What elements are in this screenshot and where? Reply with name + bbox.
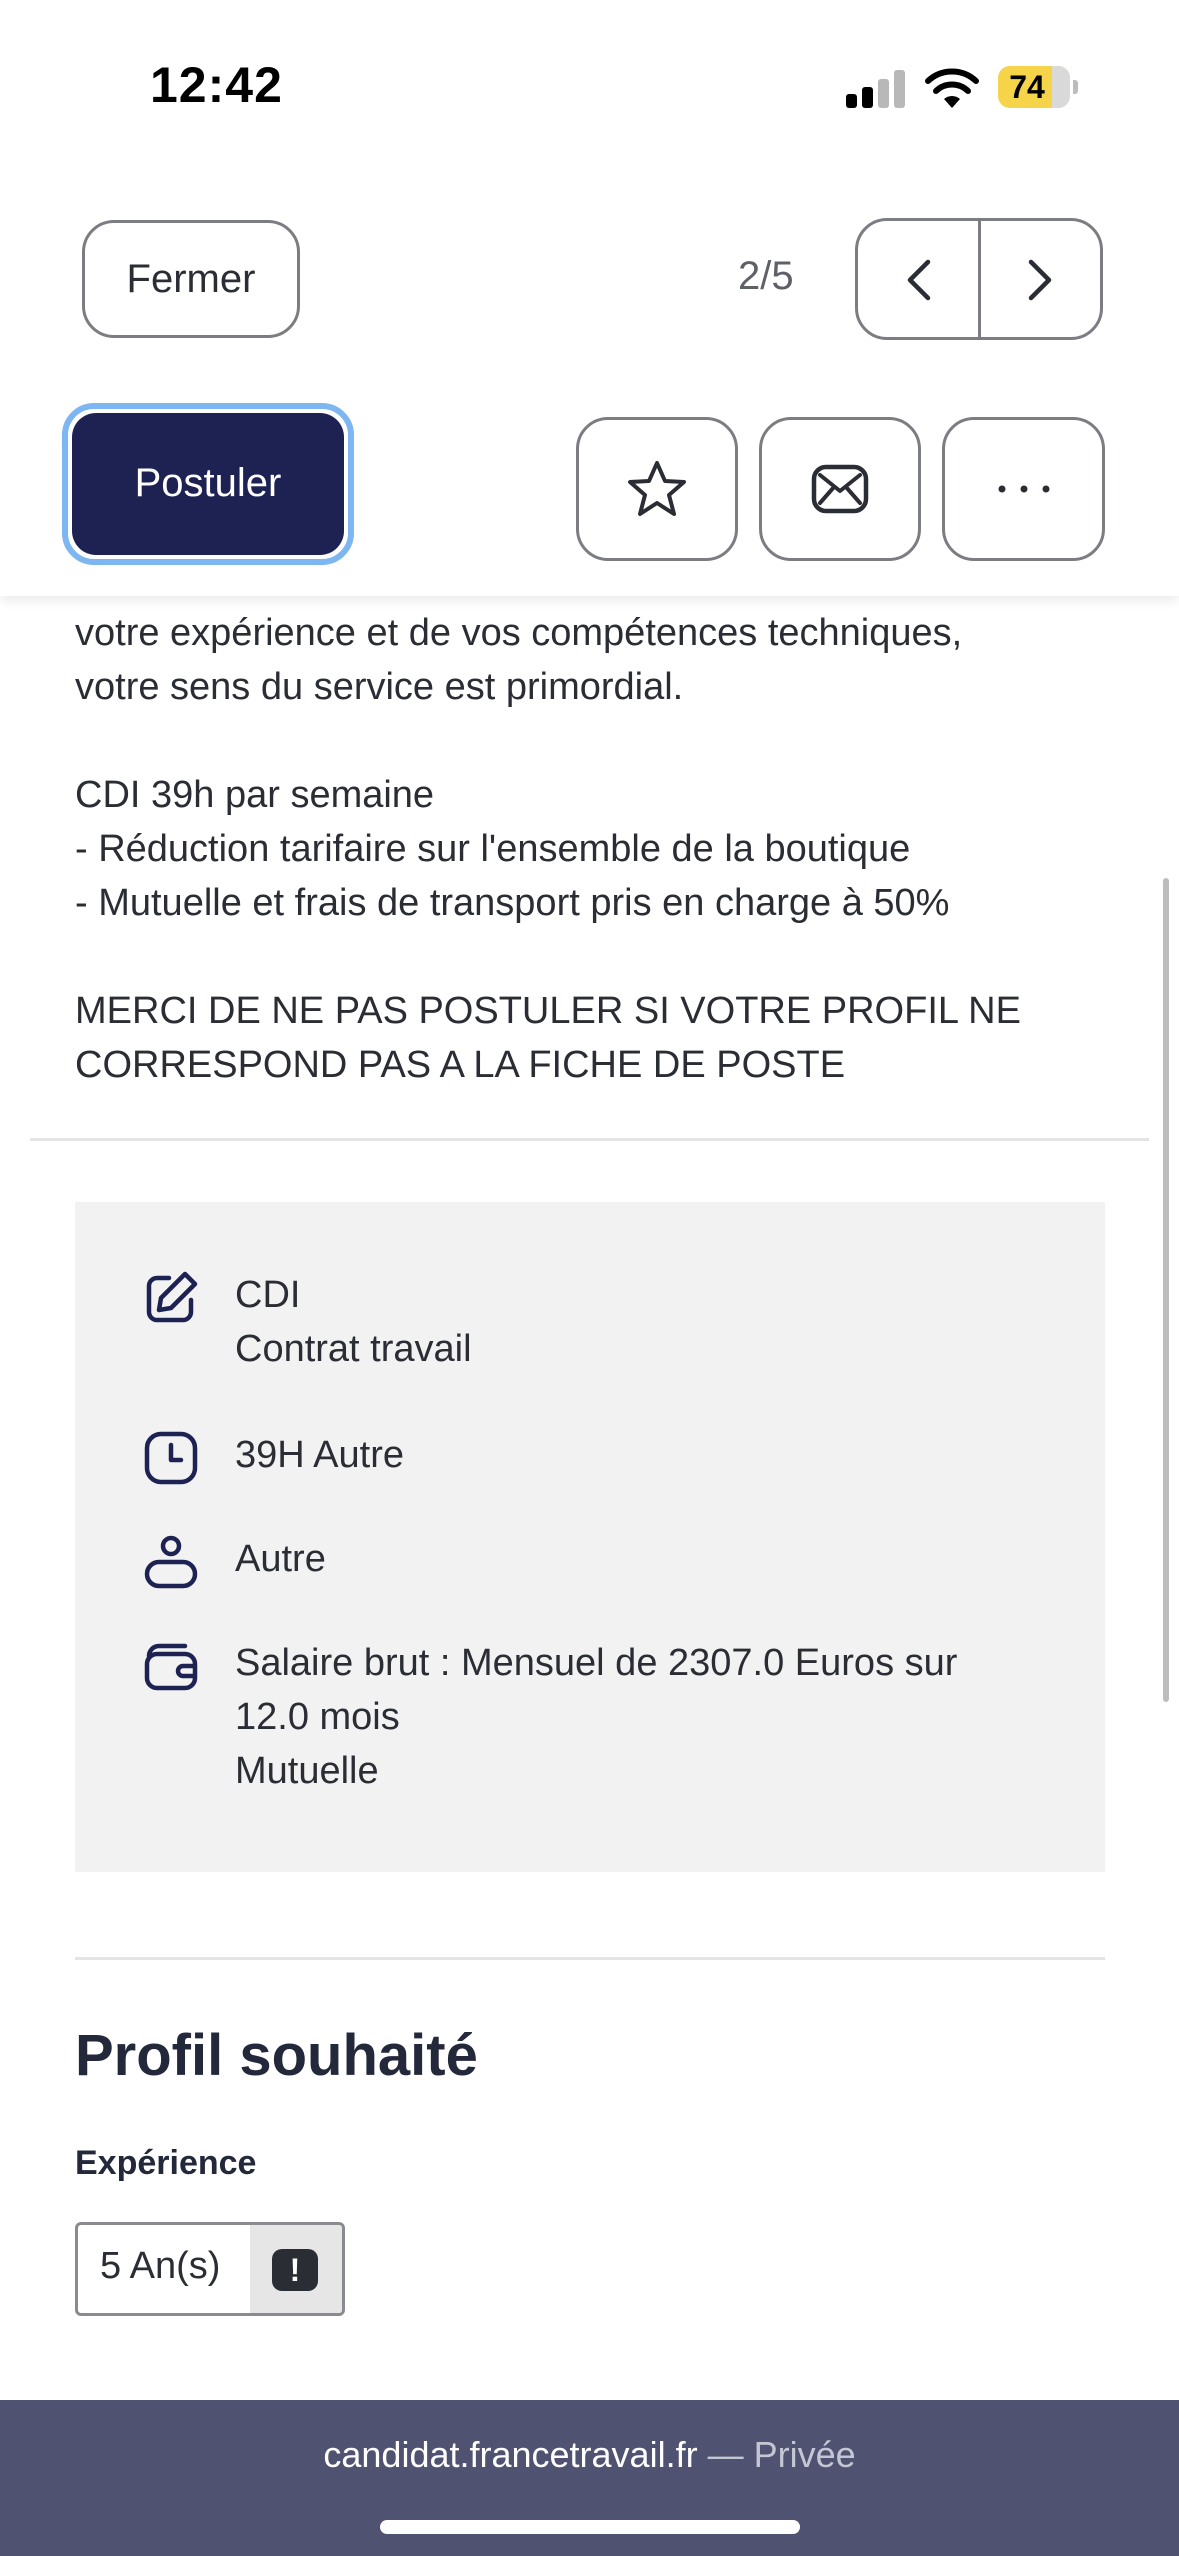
chevron-right-icon xyxy=(1021,258,1057,302)
qualification: Autre xyxy=(235,1538,326,1580)
chevron-left-icon xyxy=(902,258,938,302)
star-icon xyxy=(625,458,689,520)
person-icon xyxy=(141,1532,201,1592)
benefits-line: Mutuelle xyxy=(235,1750,379,1792)
description-line: CORRESPOND PAS A LA FICHE DE POSTE xyxy=(75,1044,846,1086)
next-offer-button[interactable] xyxy=(977,221,1100,337)
profile-section-title: Profil souhaité xyxy=(75,2023,478,2088)
offer-details-box xyxy=(75,1202,1105,1872)
url-domain: candidat.francetravail.fr xyxy=(323,2434,698,2475)
salary-line: 12.0 mois xyxy=(235,1696,400,1738)
signal-icon xyxy=(846,70,906,108)
battery-level: 74 xyxy=(1009,69,1045,105)
contract-nature: Contrat travail xyxy=(235,1328,472,1370)
mail-icon xyxy=(810,461,870,517)
status-bar xyxy=(0,0,1179,170)
alert-icon: ! xyxy=(272,2249,318,2291)
section-divider xyxy=(30,1138,1149,1141)
more-options-button[interactable] xyxy=(942,417,1105,561)
description-line: - Réduction tarifaire sur l'ensemble de la boutique xyxy=(75,828,911,870)
wifi-icon xyxy=(924,66,980,110)
offer-header xyxy=(0,170,1179,596)
description-line: MERCI DE NE PAS POSTULER SI VOTRE PROFIL NE xyxy=(75,990,1021,1032)
description-line: CDI 39h par semaine xyxy=(75,774,435,816)
salary-line: Salaire brut : Mensuel de 2307.0 Euros sur xyxy=(235,1642,958,1684)
save-offer-button[interactable] xyxy=(576,417,738,561)
offer-counter: 2/5 xyxy=(738,254,794,298)
working-hours: 39H Autre xyxy=(235,1434,404,1476)
home-indicator[interactable] xyxy=(380,2520,800,2534)
experience-chip xyxy=(75,2222,345,2316)
status-time: 12:42 xyxy=(150,57,283,113)
share-by-email-button[interactable] xyxy=(759,417,921,561)
section-divider xyxy=(75,1957,1105,1960)
required-indicator xyxy=(250,2225,342,2313)
description-line: votre expérience et de vos compétences techniques, xyxy=(75,612,963,654)
scrollbar[interactable] xyxy=(1163,878,1169,1702)
url-text xyxy=(0,2434,1179,2476)
contract-type: CDI xyxy=(235,1274,301,1316)
apply-button[interactable] xyxy=(62,403,354,565)
experience-value: 5 An(s) xyxy=(100,2245,221,2287)
experience-label: Expérience xyxy=(75,2144,257,2182)
previous-offer-button[interactable] xyxy=(858,221,981,337)
apply-button-label: Postuler xyxy=(72,413,344,555)
clock-icon xyxy=(141,1428,201,1488)
close-button[interactable]: Fermer xyxy=(82,220,300,338)
description-line: - Mutuelle et frais de transport pris en charge à 50% xyxy=(75,882,950,924)
edit-icon xyxy=(141,1268,201,1328)
description-line: votre sens du service est primordial. xyxy=(75,666,684,708)
private-mode-label: — Privée xyxy=(697,2434,856,2475)
more-icon xyxy=(994,483,1054,495)
wallet-icon xyxy=(141,1636,201,1696)
battery-icon xyxy=(998,66,1078,108)
offer-pager xyxy=(855,218,1103,340)
